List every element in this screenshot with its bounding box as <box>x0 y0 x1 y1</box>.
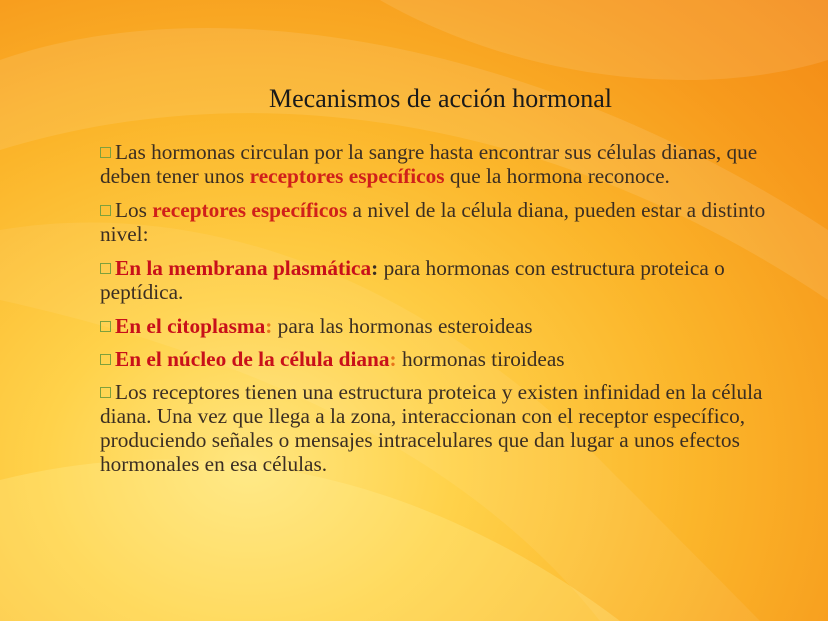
item-colon: : <box>371 256 379 280</box>
slide-title: Mecanismos de acción hormonal <box>269 84 612 113</box>
list-item <box>100 347 780 371</box>
list-item <box>100 140 780 188</box>
item-colon: : <box>389 347 397 371</box>
list-item <box>100 380 780 476</box>
list-item <box>100 256 780 304</box>
item-highlight: receptores específicos <box>152 198 348 222</box>
list-item <box>100 314 780 338</box>
item-highlight: En el núcleo de la célula diana <box>115 347 390 371</box>
item-text: Las hormonas circulan por la sangre hasta encontrar sus células dianas, que deben tener unos <box>100 140 758 188</box>
hollow-square-bullet-icon <box>100 147 111 158</box>
item-colon: : <box>265 314 273 338</box>
hollow-square-bullet-icon <box>100 205 111 216</box>
item-text: para las hormonas esteroideas <box>272 314 533 338</box>
hollow-square-bullet-icon <box>100 263 111 274</box>
item-text: Los receptores tienen una estructura proteica y existen infinidad en la célula diana. Una vez que llega a la zona, interaccionan con el receptor específico, produciendo señales o mensajes intracelulares que dan lugar a unos efectos hormonales en esa células. <box>100 380 763 476</box>
slide-content <box>100 140 780 486</box>
item-text: Los <box>115 198 153 222</box>
item-highlight: En la membrana plasmática <box>115 256 372 280</box>
list-item <box>100 198 780 246</box>
item-text: que la hormona reconoce. <box>444 164 670 188</box>
hollow-square-bullet-icon <box>100 321 111 332</box>
hollow-square-bullet-icon <box>100 354 111 365</box>
item-text: para hormonas con estructura proteica o peptídica. <box>100 256 725 304</box>
item-highlight: receptores específicos <box>249 164 445 188</box>
item-text: hormonas tiroideas <box>396 347 565 371</box>
item-highlight: En el citoplasma <box>115 314 266 338</box>
hollow-square-bullet-icon <box>100 387 111 398</box>
item-text: a nivel de la célula diana, pueden estar a distinto nivel: <box>100 198 766 246</box>
